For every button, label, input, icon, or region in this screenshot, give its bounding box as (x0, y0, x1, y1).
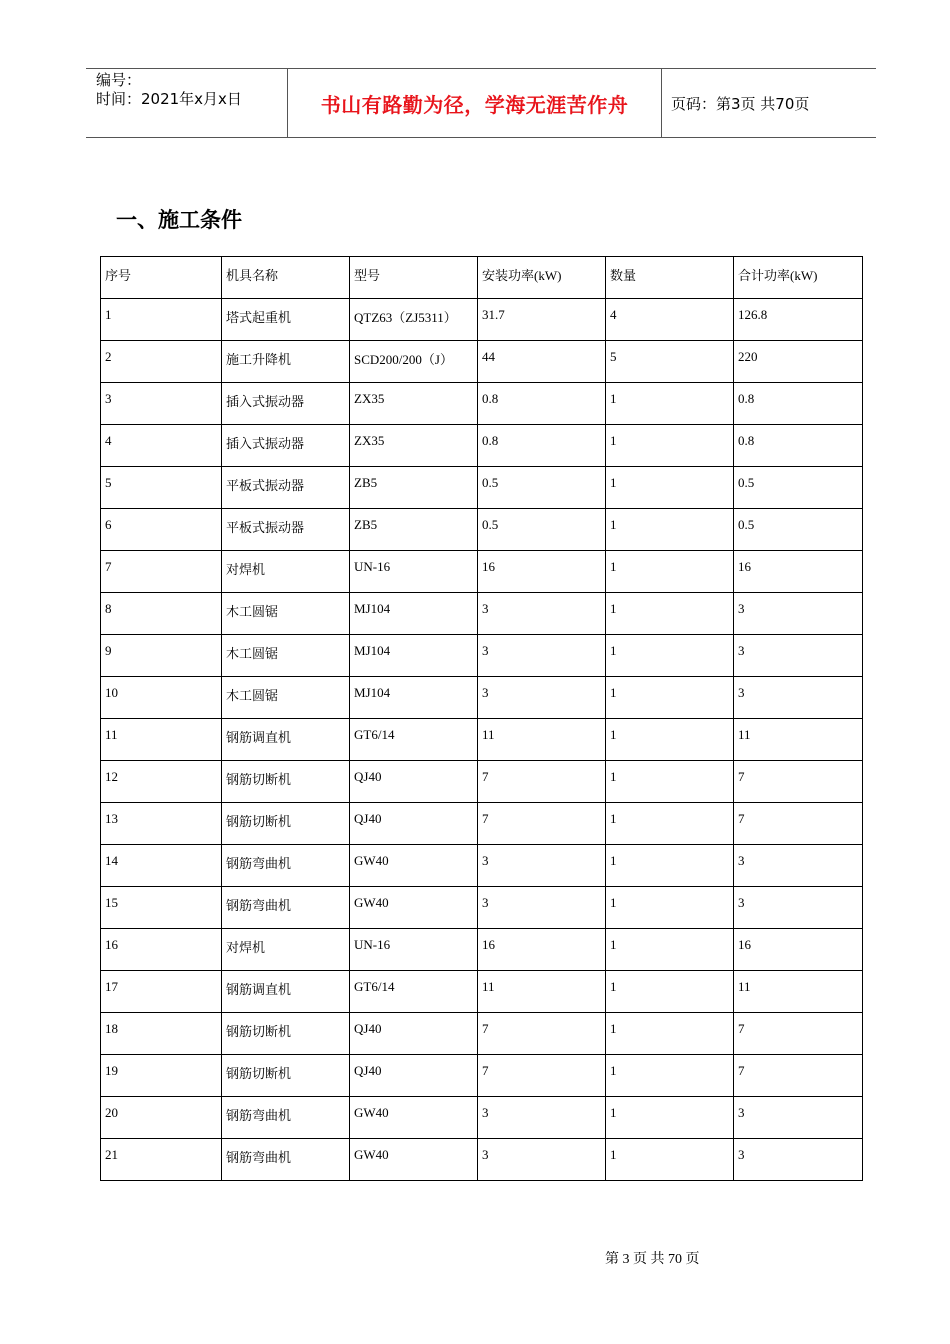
cell-name: 钢筋调直机 (222, 719, 350, 761)
cell-model: GW40 (350, 845, 478, 887)
cell-quantity: 1 (606, 677, 734, 719)
cell-total-power: 0.5 (734, 467, 863, 509)
cell-name: 钢筋切断机 (222, 803, 350, 845)
column-header-total-power: 合计功率(kW) (734, 257, 863, 299)
cell-model: QJ40 (350, 803, 478, 845)
cell-index: 8 (101, 593, 222, 635)
cell-name: 对焊机 (222, 551, 350, 593)
cell-model: ZB5 (350, 509, 478, 551)
cell-quantity: 4 (606, 299, 734, 341)
cell-total-power: 3 (734, 635, 863, 677)
cell-total-power: 0.8 (734, 383, 863, 425)
cell-total-power: 3 (734, 845, 863, 887)
cell-quantity: 1 (606, 887, 734, 929)
cell-quantity: 1 (606, 845, 734, 887)
header-page-cell (661, 69, 876, 137)
cell-power: 0.8 (478, 383, 606, 425)
cell-name: 钢筋弯曲机 (222, 1097, 350, 1139)
cell-power: 16 (478, 551, 606, 593)
cell-quantity: 1 (606, 1097, 734, 1139)
cell-power: 7 (478, 1055, 606, 1097)
cell-total-power: 16 (734, 929, 863, 971)
document-date: 时间：2021年x月x日 (96, 90, 242, 108)
cell-name: 钢筋切断机 (222, 1055, 350, 1097)
cell-index: 2 (101, 341, 222, 383)
cell-power: 7 (478, 1013, 606, 1055)
column-header-model: 型号 (350, 257, 478, 299)
cell-name: 钢筋切断机 (222, 761, 350, 803)
cell-model: GW40 (350, 1097, 478, 1139)
table-row (101, 1139, 863, 1181)
cell-model: ZB5 (350, 467, 478, 509)
cell-quantity: 1 (606, 551, 734, 593)
cell-index: 17 (101, 971, 222, 1013)
cell-quantity: 1 (606, 383, 734, 425)
cell-index: 3 (101, 383, 222, 425)
cell-name: 平板式振动器 (222, 509, 350, 551)
cell-power: 3 (478, 635, 606, 677)
cell-name: 施工升降机 (222, 341, 350, 383)
cell-model: GW40 (350, 887, 478, 929)
cell-total-power: 7 (734, 803, 863, 845)
cell-quantity: 1 (606, 719, 734, 761)
cell-index: 14 (101, 845, 222, 887)
cell-model: ZX35 (350, 425, 478, 467)
table-row (101, 971, 863, 1013)
table-row (101, 425, 863, 467)
table-row (101, 299, 863, 341)
cell-power: 16 (478, 929, 606, 971)
cell-quantity: 1 (606, 467, 734, 509)
page-footer: 第 3 页 共 70 页 (605, 1252, 700, 1267)
cell-power: 11 (478, 719, 606, 761)
cell-index: 15 (101, 887, 222, 929)
cell-quantity: 1 (606, 509, 734, 551)
cell-name: 钢筋切断机 (222, 1013, 350, 1055)
cell-total-power: 3 (734, 677, 863, 719)
cell-index: 7 (101, 551, 222, 593)
table-row (101, 551, 863, 593)
cell-total-power: 220 (734, 341, 863, 383)
cell-total-power: 3 (734, 887, 863, 929)
cell-power: 0.8 (478, 425, 606, 467)
table-row (101, 803, 863, 845)
cell-power: 31.7 (478, 299, 606, 341)
cell-total-power: 16 (734, 551, 863, 593)
cell-total-power: 126.8 (734, 299, 863, 341)
cell-name: 对焊机 (222, 929, 350, 971)
cell-index: 21 (101, 1139, 222, 1181)
cell-name: 钢筋弯曲机 (222, 887, 350, 929)
cell-name: 木工圆锯 (222, 677, 350, 719)
cell-model: GW40 (350, 1139, 478, 1181)
cell-total-power: 3 (734, 593, 863, 635)
cell-quantity: 1 (606, 1013, 734, 1055)
cell-model: QTZ63（ZJ5311） (350, 299, 478, 341)
cell-power: 0.5 (478, 467, 606, 509)
table-row (101, 509, 863, 551)
header-motto: 书山有路勤为径，学海无涯苦作舟 (320, 92, 629, 117)
table-row (101, 467, 863, 509)
cell-index: 20 (101, 1097, 222, 1139)
cell-model: UN-16 (350, 929, 478, 971)
cell-quantity: 1 (606, 761, 734, 803)
cell-index: 6 (101, 509, 222, 551)
cell-total-power: 3 (734, 1097, 863, 1139)
cell-total-power: 3 (734, 1139, 863, 1181)
cell-power: 3 (478, 845, 606, 887)
cell-model: MJ104 (350, 593, 478, 635)
cell-model: GT6/14 (350, 971, 478, 1013)
table-body (101, 299, 863, 1181)
cell-model: QJ40 (350, 1055, 478, 1097)
cell-total-power: 11 (734, 971, 863, 1013)
cell-total-power: 7 (734, 1013, 863, 1055)
cell-index: 9 (101, 635, 222, 677)
column-header-power: 安装功率(kW) (478, 257, 606, 299)
cell-quantity: 1 (606, 593, 734, 635)
cell-model: QJ40 (350, 761, 478, 803)
table-row (101, 1097, 863, 1139)
document-code-label: 编号： (96, 71, 142, 89)
cell-name: 插入式振动器 (222, 383, 350, 425)
table-row (101, 593, 863, 635)
cell-total-power: 0.5 (734, 509, 863, 551)
table-row (101, 719, 863, 761)
table-row (101, 929, 863, 971)
table-row (101, 341, 863, 383)
cell-quantity: 1 (606, 635, 734, 677)
cell-power: 11 (478, 971, 606, 1013)
cell-name: 钢筋调直机 (222, 971, 350, 1013)
cell-quantity: 5 (606, 341, 734, 383)
cell-power: 3 (478, 593, 606, 635)
page-header (86, 68, 876, 138)
cell-quantity: 1 (606, 1055, 734, 1097)
cell-name: 钢筋弯曲机 (222, 1139, 350, 1181)
cell-model: QJ40 (350, 1013, 478, 1055)
cell-name: 塔式起重机 (222, 299, 350, 341)
table-row (101, 1055, 863, 1097)
section-title: 一、施工条件 (116, 208, 242, 232)
cell-total-power: 7 (734, 761, 863, 803)
cell-model: MJ104 (350, 635, 478, 677)
cell-power: 7 (478, 761, 606, 803)
cell-index: 10 (101, 677, 222, 719)
table-row (101, 761, 863, 803)
cell-quantity: 1 (606, 929, 734, 971)
cell-index: 18 (101, 1013, 222, 1055)
header-motto-cell (287, 69, 662, 137)
table-row (101, 887, 863, 929)
table-header-row (101, 257, 863, 299)
table-row (101, 845, 863, 887)
cell-name: 钢筋弯曲机 (222, 845, 350, 887)
cell-name: 插入式振动器 (222, 425, 350, 467)
table-row (101, 635, 863, 677)
cell-index: 11 (101, 719, 222, 761)
cell-power: 3 (478, 1139, 606, 1181)
header-meta (86, 69, 287, 137)
cell-quantity: 1 (606, 971, 734, 1013)
cell-name: 木工圆锯 (222, 593, 350, 635)
equipment-table (100, 256, 863, 1181)
cell-model: MJ104 (350, 677, 478, 719)
cell-name: 木工圆锯 (222, 635, 350, 677)
cell-power: 3 (478, 677, 606, 719)
table-row (101, 383, 863, 425)
cell-index: 16 (101, 929, 222, 971)
cell-power: 3 (478, 1097, 606, 1139)
cell-power: 0.5 (478, 509, 606, 551)
cell-index: 4 (101, 425, 222, 467)
column-header-index: 序号 (101, 257, 222, 299)
cell-index: 13 (101, 803, 222, 845)
column-header-name: 机具名称 (222, 257, 350, 299)
cell-total-power: 7 (734, 1055, 863, 1097)
header-page-info: 页码：第3页 共70页 (671, 94, 810, 113)
cell-model: SCD200/200（J） (350, 341, 478, 383)
cell-model: ZX35 (350, 383, 478, 425)
column-header-quantity: 数量 (606, 257, 734, 299)
cell-quantity: 1 (606, 425, 734, 467)
cell-model: UN-16 (350, 551, 478, 593)
table-row (101, 677, 863, 719)
cell-quantity: 1 (606, 1139, 734, 1181)
cell-model: GT6/14 (350, 719, 478, 761)
cell-index: 12 (101, 761, 222, 803)
cell-index: 1 (101, 299, 222, 341)
cell-power: 44 (478, 341, 606, 383)
cell-power: 7 (478, 803, 606, 845)
cell-total-power: 11 (734, 719, 863, 761)
cell-index: 5 (101, 467, 222, 509)
cell-name: 平板式振动器 (222, 467, 350, 509)
table-row (101, 1013, 863, 1055)
cell-total-power: 0.8 (734, 425, 863, 467)
cell-power: 3 (478, 887, 606, 929)
cell-quantity: 1 (606, 803, 734, 845)
cell-index: 19 (101, 1055, 222, 1097)
